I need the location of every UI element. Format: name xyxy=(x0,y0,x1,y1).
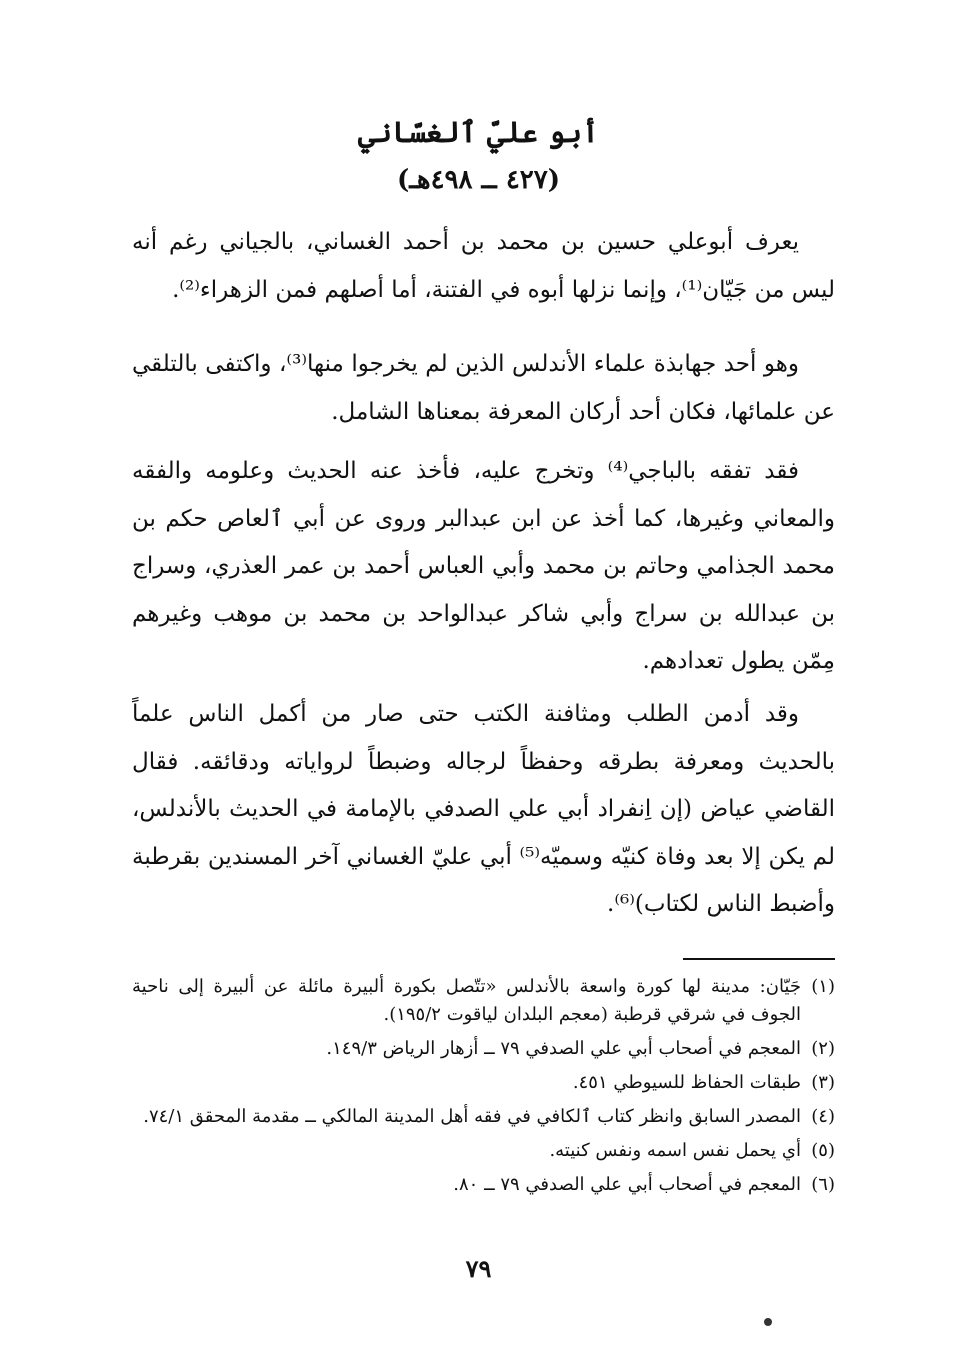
paragraph-4 xyxy=(132,691,835,929)
footnote-number: (٥) xyxy=(811,1140,835,1161)
paragraph-text: فقد تفقه بالباجي⁽⁴⁾ وتخرج عليه، فأخذ عنه الحديث وعلومه والفقه والمعاني وغيرها، كما أخذ عن ابن عبدالبر وروى عن أبي ٱلعاص حكم بن محمد الجذامي وحاتم بن محمد وأبي العباس أحمد بن عمر العذري، وسراج بن عبدالله بن سراج وأبي شاكر عبدالواحد بن محمد بن موهب وغيرهم مِمّن يطول تعدادهم. xyxy=(132,458,835,674)
page-number: ٧٩ xyxy=(465,1254,492,1283)
footnote-number: (٢) xyxy=(811,1038,835,1059)
footnote-6 xyxy=(132,1171,835,1199)
footnote-number: (٦) xyxy=(811,1174,835,1195)
footnote-text: طبقات الحفاظ للسيوطي ٤٥١. xyxy=(572,1072,801,1093)
footnote-1 xyxy=(132,973,835,1029)
paragraph-1 xyxy=(132,219,835,314)
footnote-2 xyxy=(132,1035,835,1063)
footnote-text: المصدر السابق وانظر كتاب ٱلكافي في فقه أهل المدينة المالكي ــ مقدمة المحقق ٧٤/١. xyxy=(143,1106,801,1127)
lifespan-dates: (٤٢٧ ــ ٤٩٨هـ) xyxy=(396,165,561,195)
paragraph-text: وقد أدمن الطلب ومثافنة الكتب حتى صار من أكمل الناس علماً بالحديث ومعرفة بطرقه وحفظاً لرجاله وضبطاً لرواياته ودقائقه. فقال القاضي عياض (إن اِنفراد أبي علي الصدفي بالإمامة في الحديث بالأندلس، لم يكن إلا بعد وفاة كنيّه وسميّه⁽⁵⁾ أبي عليّ الغساني آخر المسندين بقرطبة وأضبط الناس لكتاب)⁽⁶⁾. xyxy=(132,701,835,917)
footnote-text: جَيّان: مدينة لها كورة واسعة بالأندلس «تتّصل بكورة ألبيرة مائلة عن ألبيرة إلى ناحية الجوف في شرقي قرطبة (معجم البلدان لياقوت ١٩٥/٢). xyxy=(132,976,801,1025)
footnote-number: (١) xyxy=(811,976,835,997)
footnote-number: (٣) xyxy=(811,1072,835,1093)
footnote-text: أي يحمل نفس اسمه ونفس كنيته. xyxy=(549,1140,801,1161)
paragraph-2 xyxy=(132,341,835,436)
footnote-text: المعجم في أصحاب أبي علي الصدفي ٧٩ ــ ٨٠. xyxy=(453,1174,801,1195)
footnote-number: (٤) xyxy=(811,1106,835,1127)
paragraph-3 xyxy=(132,448,835,686)
paragraph-text: وهو أحد جهابذة علماء الأندلس الذين لم يخرجوا منها⁽³⁾، واكتفى بالتلقي عن علمائها، فكان أحد أركان المعرفة بمعناها الشامل. xyxy=(132,351,835,425)
footnote-text: المعجم في أصحاب أبي علي الصدفي ٧٩ ــ أزهار الرياض ١٤٩/٣. xyxy=(326,1038,801,1059)
ink-dot xyxy=(764,1318,772,1326)
footnote-divider xyxy=(683,958,835,960)
footnote-5 xyxy=(132,1137,835,1165)
page-title: أبو عليّ ٱلغسّاني xyxy=(357,115,600,149)
paragraph-text: يعرف أبوعلي حسين بن محمد بن أحمد الغساني، بالجياني رغم أنه ليس من جَيّان⁽¹⁾، وإنما نزلها أبوه في الفتنة، أما أصلهم فمن الزهراء⁽²⁾. xyxy=(132,229,835,303)
footnote-3 xyxy=(132,1069,835,1097)
footnotes xyxy=(132,973,835,1205)
footnote-4 xyxy=(132,1103,835,1131)
